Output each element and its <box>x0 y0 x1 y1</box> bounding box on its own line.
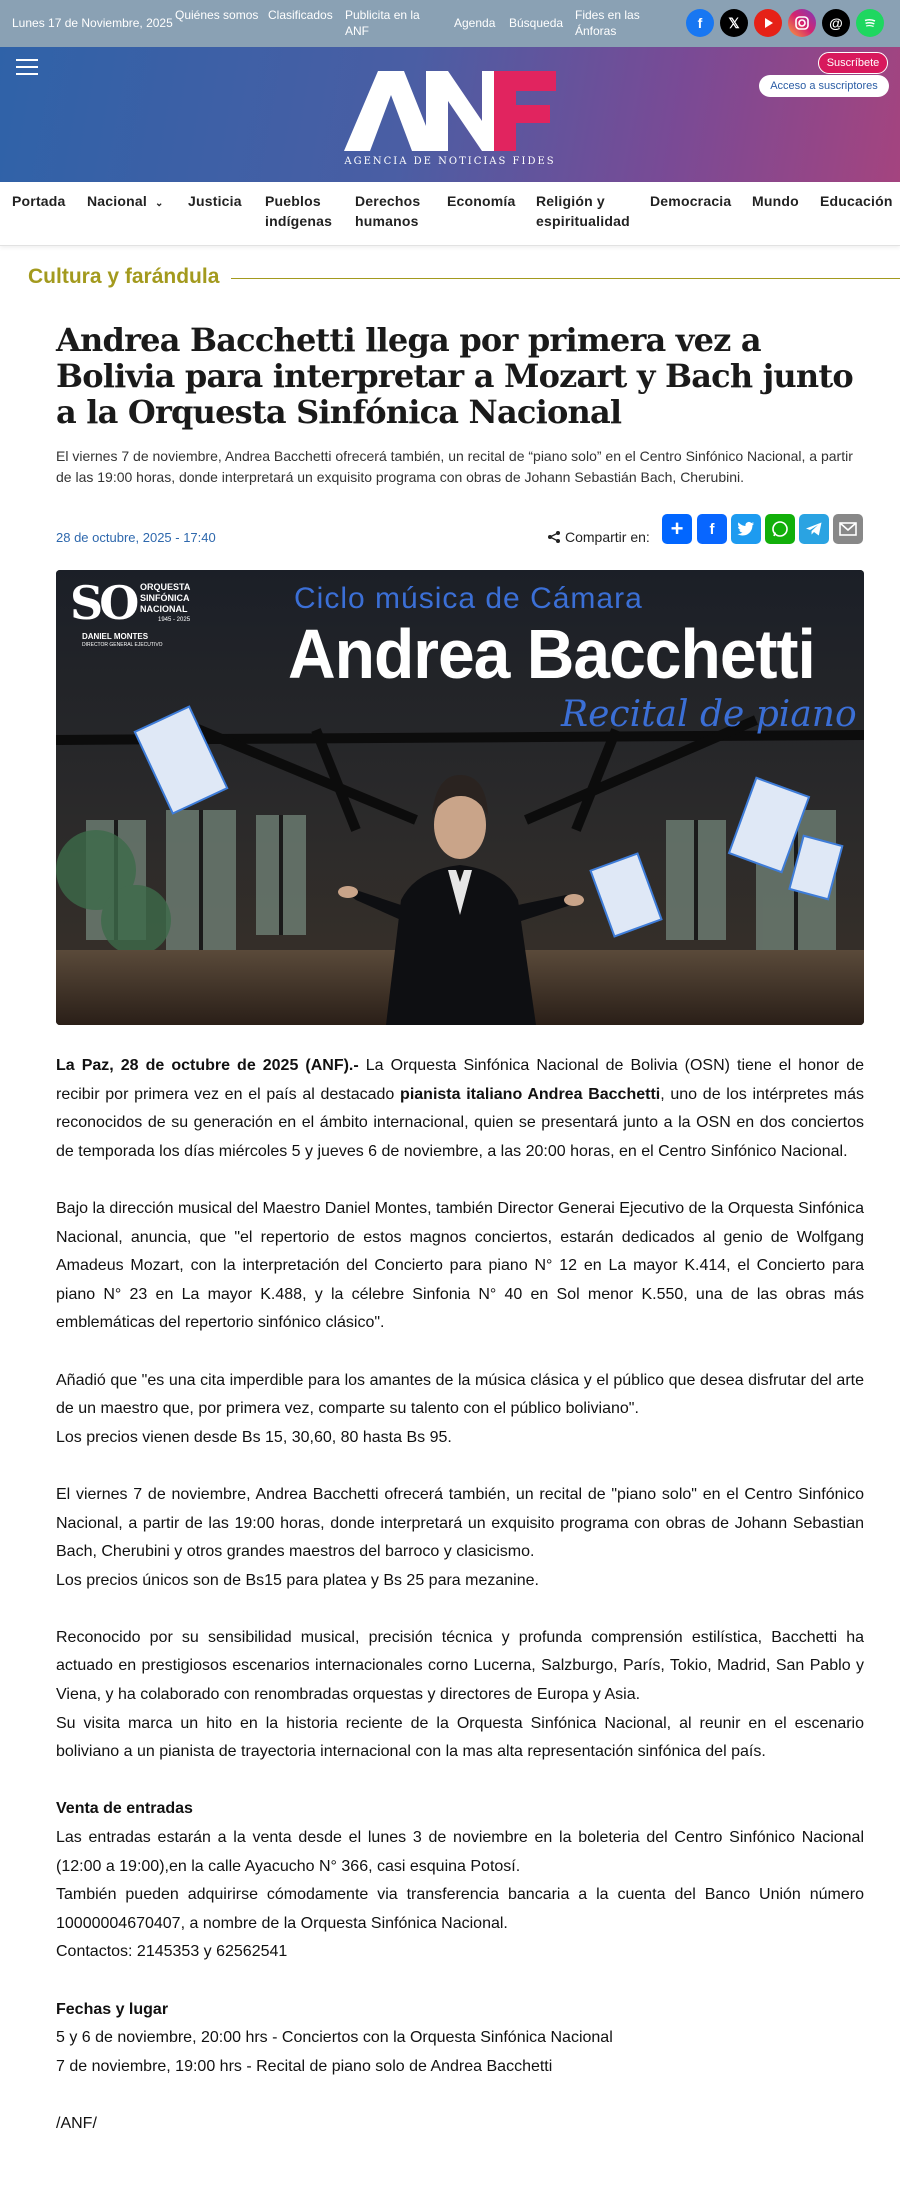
osn-logo <box>70 578 220 653</box>
body-paragraph-6b: También pueden adquirirse cómodamente via transferencia bancaria a la cuenta del Banco Unión número 10000004670407, a nombre de la Orquesta Sinfónica Nacional. <box>56 1886 864 1932</box>
menu-icon[interactable] <box>16 59 38 77</box>
share-label <box>547 529 650 545</box>
nav-educacion[interactable]: Educación <box>820 193 893 209</box>
whatsapp-share-icon[interactable] <box>765 514 795 544</box>
site-header <box>0 47 900 182</box>
threads-icon[interactable]: @ <box>822 9 850 37</box>
telegram-share-icon[interactable] <box>799 514 829 544</box>
subscriber-access-button[interactable]: Acceso a suscriptores <box>759 75 889 97</box>
site-logo[interactable] <box>344 65 556 173</box>
article-headline: Andrea Bacchetti llega por primera vez a Bolivia para interpretar a Mozart y Bach junto a la Orquesta Sinfónica Nacional <box>56 321 853 431</box>
nav-economia[interactable]: Economía <box>447 193 516 209</box>
body-paragraph-3: Añadió que "es una cita imperdible para los amantes de la música clásica y el público que desea disfrutar del arte de un maestro que, por primera vez, comparte su talento con el público boliviano". <box>56 1371 864 1418</box>
tickets-heading-text: Venta de entradas <box>56 1800 193 1818</box>
twitter-share-icon[interactable] <box>731 514 761 544</box>
osn-director-role: DIRECTOR GENERAL EJECUTIVO <box>82 642 163 648</box>
nav-derechos-humanos[interactable]: Derechos humanos <box>355 193 421 229</box>
body-highlight: pianista italiano Andrea Bacchetti <box>400 1085 661 1103</box>
body-date-1: 5 y 6 de noviembre, 20:00 hrs - Conciertos con la Orquesta Sinfónica Nacional <box>56 2029 613 2047</box>
nav-religion[interactable]: Religión y espiritualidad <box>536 193 630 229</box>
article-lead: El viernes 7 de noviembre, Andrea Bacchetti ofrecerá también, un recital de “piano solo” en el Centro Sinfónico Nacional, a partir de las 19:00 horas, donde interpretará un exquisito programa con obras de Johann Sebastián Bach, Cherubini. <box>56 448 853 485</box>
osn-so-mark: SO <box>70 576 136 630</box>
nav-democracia[interactable]: Democracia <box>650 193 732 209</box>
current-date: Lunes 17 de Noviembre, 2025 <box>12 16 173 30</box>
youtube-icon[interactable] <box>754 9 782 37</box>
body-text: , uno de los intérpretes más reconocidos de su generación en el ámbito internacional, quien se presentará junto a la OSN en dos conciertos de temporada los días miércoles 5 y jueves 6 de noviembre, a las 20:00 horas, en el Centro Sinfónico Nacional. <box>56 1085 865 1160</box>
nav-pueblos-indigenas[interactable]: Pueblos indígenas <box>265 193 333 229</box>
top-bar <box>0 0 900 47</box>
body-paragraph-2: Bajo la dirección musical del Maestro Daniel Montes, también Director Generai Ejecutivo de la Orquesta Sinfónica Nacional, anuncia, que "el repertorio de estos magnos conciertos, estarán dedicados al genio de Wolfgang Amadeus Mozart, con la interpretación del Concierto para piano N° 12 en La mayor K.414, el Concierto para piano N° 23 en La mayor K.488, y la célebre Sinfonia N° 40 en Sol menor K.550, una de las obras más emblemáticas del repertorio sinfónico clásico". <box>56 1199 864 1332</box>
main-nav <box>0 182 900 246</box>
link-fides-anforas[interactable]: Fides en las Ánforas <box>575 8 640 38</box>
hero-artist-name: Andrea Bacchetti <box>288 615 815 693</box>
body-paragraph-5b: Su visita marca un hito en la historia reciente de la Orquesta Sinfónica Nacional, al reunir en el escenario boliviano a un pianista de trayectoria internacional con la mas alta representación sinfónica del país. <box>56 1714 864 1761</box>
section-divider <box>231 278 900 279</box>
hero-cycle-title: Ciclo música de Cámara <box>294 582 643 615</box>
body-paragraph-3b: Los precios vienen desde Bs 15, 30,60, 80 hasta Bs 95. <box>56 1428 452 1446</box>
article-hero-image <box>56 570 864 1025</box>
link-publicita[interactable]: Publicita en la ANF <box>345 8 420 38</box>
osn-years: 1945 - 2025 <box>158 617 191 623</box>
nav-mundo[interactable]: Mundo <box>752 193 799 209</box>
dates-heading <box>56 1996 864 2025</box>
spotify-icon[interactable] <box>856 9 884 37</box>
facebook-icon[interactable]: f <box>686 9 714 37</box>
article-body <box>56 1052 864 2139</box>
dateline: La Paz, 28 de octubre de 2025 (ANF).- <box>56 1057 359 1074</box>
body-date-2: 7 de noviembre, 19:00 hrs - Recital de piano solo de Andrea Bacchetti <box>56 2057 553 2075</box>
body-contacts: Contactos: 2145353 y 62562541 <box>56 1943 288 1961</box>
article-signature: /ANF/ <box>56 2114 97 2132</box>
link-clasificados[interactable]: Clasificados <box>268 8 333 22</box>
dates-heading-text: Fechas y lugar <box>56 2000 169 2018</box>
publish-date: 28 de octubre, 2025 - 17:40 <box>56 530 216 545</box>
body-text: La Orquesta Sinfónica Nacional de Bolivia (OSN) tiene el honor de recibir por primera vez en el país al destacado <box>56 1057 864 1103</box>
share-icon <box>547 530 561 544</box>
osn-line-3: NACIONAL <box>140 604 188 614</box>
instagram-icon[interactable] <box>788 9 816 37</box>
tickets-heading <box>56 1795 864 1824</box>
hero-recital-title: Recital de piano <box>561 694 857 735</box>
osn-line-1: ORQUESTA <box>140 582 191 592</box>
chevron-down-icon: ⌄ <box>154 198 164 209</box>
facebook-share-icon[interactable]: f <box>697 514 727 544</box>
section-label[interactable]: Cultura y farándula <box>28 265 220 288</box>
body-paragraph-1 <box>56 1052 864 1166</box>
share-label-text: Compartir en: <box>565 529 650 545</box>
nav-nacional-label: Nacional <box>87 193 147 209</box>
osn-line-2: SINFÓNICA <box>140 593 190 603</box>
email-share-icon[interactable] <box>833 514 863 544</box>
body-paragraph-5: Reconocido por su sensibilidad musical, precisión técnica y profunda comprensión estilística, Bacchetti ha actuado en prestigiosos escenarios internacionales corno Lucerna, Salzburgo, París, Tokio, Madrid, San Pablo y Viena, y ha colaborado con renombradas orquestas y directores de Europa y Asia. <box>56 1628 864 1704</box>
osn-director: DANIEL MONTES <box>82 632 149 641</box>
link-busqueda[interactable]: Búsqueda <box>509 16 564 30</box>
link-agenda[interactable]: Agenda <box>454 16 496 30</box>
link-quienes-somos[interactable]: Quiénes somos <box>175 8 259 22</box>
logo-subtitle: AGENCIA DE NOTICIAS FIDES <box>344 156 556 167</box>
body-paragraph-6: Las entradas estarán a la venta desde el lunes 3 de noviembre en la boleteria del Centro Sinfónico Nacional (12:00 a 19:00),en la calle Ayacucho N° 366, casi esquina Potosí. <box>56 1829 864 1875</box>
body-paragraph-4b: Los precios únicos son de Bs15 para platea y Bs 25 para mezanine. <box>56 1571 539 1589</box>
subscribe-button[interactable]: Suscríbete <box>818 52 888 74</box>
body-paragraph-4: El viernes 7 de noviembre, Andrea Bacchetti ofrecerá también, un recital de "piano solo" en el Centro Sinfónico Nacional, a partir de las 19:00 horas, donde interpretará un exquisito programa con obras de Johann Sebastian Bach, Cherubini y otros grandes maestros del barroco y clasicismo. <box>56 1485 864 1561</box>
nav-nacional[interactable] <box>87 191 164 214</box>
share-plus-icon[interactable]: + <box>662 514 692 544</box>
nav-portada[interactable]: Portada <box>12 193 66 209</box>
x-icon[interactable]: 𝕏 <box>720 9 748 37</box>
nav-justicia[interactable]: Justicia <box>188 193 242 209</box>
